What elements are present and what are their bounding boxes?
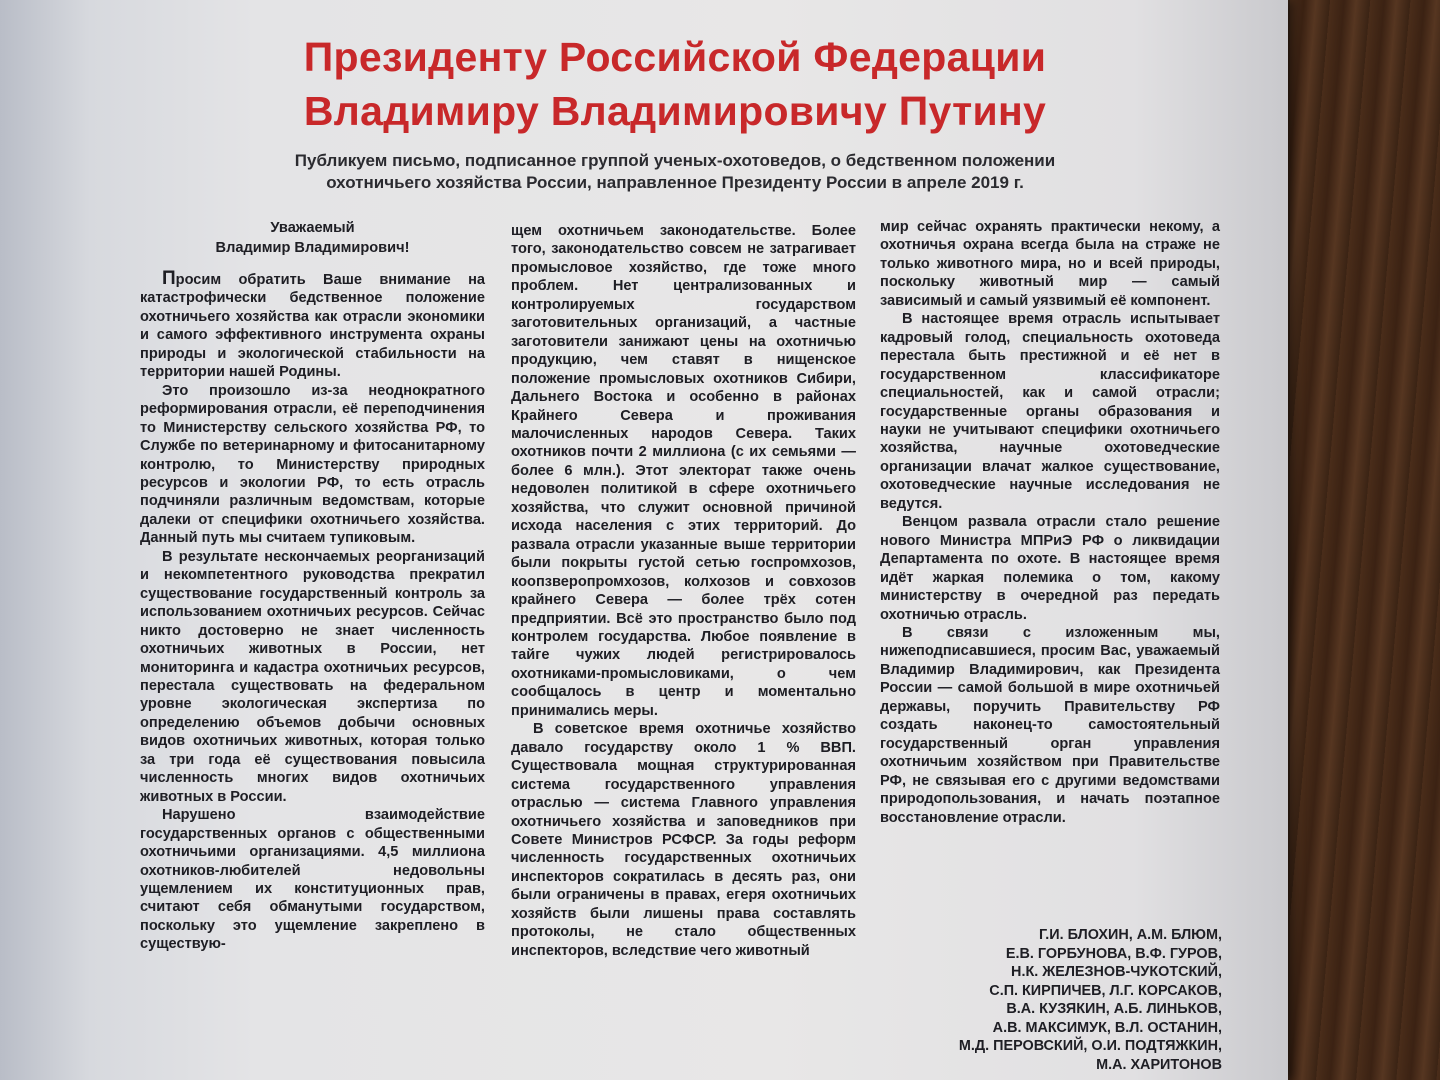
signature-line: А.В. МАКСИМУК, В.Л. ОСТАНИН, xyxy=(992,1019,1222,1036)
signature-line: Е.В. ГОРБУНОВА, В.Ф. ГУРОВ, xyxy=(1005,945,1222,962)
paragraph: В советское время охотничье хозяйство давало государству около 1 % ВВП. Существовала мощная структурированная система государственного управления отраслью — система Главного управления охотничьего хозяйства и заповедников при Совете Министров РСФСР. За годы реформ численность государственных охотничьих инспекторов сократилась в десять раз, они были ограничены в правах, егеря охотничьих хозяйств были лишены права составлять протоколы, не стало общественных инспекторов, вследствие чего животный xyxy=(511,721,856,959)
drop-cap: П xyxy=(162,268,176,289)
signatures-block xyxy=(900,926,1222,1074)
signature-line: Г.И. БЛОХИН, А.М. БЛЮМ, xyxy=(1038,927,1222,943)
signature-line: В.А. КУЗЯКИН, А.Б. ЛИНЬКОВ, xyxy=(1006,1001,1222,1017)
paragraph: В настоящее время отрасль испытывает кадровый голод, специальность охотоведа перестала быть престижной и её нет в государственном классификаторе специальностей, как и самой отрасли; государственные органы образования и науки не учитывают специфики охотничьего хозяйства, научные охотоведческие организации влачат жалкое существование, охотоведческие научные исследования не ведутся. xyxy=(880,311,1220,512)
paragraph: Нарушено взаимодействие государственных органов с общественными охотничьими организациями. 4,5 миллиона охотников-любителей недовольны ущемлением их конституционных прав, считают себя обманутыми государством, поскольку это ущемление закреплено в существую- xyxy=(140,807,485,953)
salutation-line-1: Уважаемый xyxy=(270,220,355,236)
paragraph: щем охотничьем законодательстве. Более того, законодательство совсем не затрагивает промысловое хозяйство, где тоже много проблем. Нет централизованных и контролируемых государством заготовительных организаций, а частные заготовители занижают цены на охотничью продукцию, чем ставят в нищенское положение промысловых охотников Сибири, Дальнего Востока и особенно в районах Крайнего Севера и проживания малочисленных народов Севера. Таких охотников почти 2 миллиона (с их семьями — более 6 млн.). Этот электорат также очень недоволен политикой в сфере охотничьего хозяйства, что служит основной причиной исхода населения с этих территорий. До развала отрасли указанные выше территории были покрыты густой сетью госпромхозов, коопзверопромхозов, колхозов и совхозов крайнего Севера — более трёх сотен предприятии. Всё это пространство было под контролем государства. Любое появление в тайге чужих людей регистрировалось охотниками-промысловиками, о чем сообщалось в центр и моментально принимались меры. xyxy=(511,223,856,719)
paragraph: В результате нескончаемых реорганизаций и некомпетентного руководства прекратил существование государственный контроль за использованием охотничьих ресурсов. Сейчас никто достоверно не знает численность охотничьих животных в России, нет мониторинга и кадастра охотничьих ресурсов, перестала существовать на федеральном уровне экологическая экспертиза по определению объемов добычи основных видов охотничьих животных, которая только за три года её существования повысила численность многих видов охотничьих животных в России. xyxy=(140,548,485,805)
article-header xyxy=(150,30,1200,194)
signature-line: С.П. КИРПИЧЕВ, Л.Г. КОРСАКОВ, xyxy=(989,982,1222,999)
paragraph: В связи с изложенным мы, нижеподписавшиеся, просим Вас, уважаемый Владимир Владимирович, как Президента России — самой большой в мире охотничьей державы, поручить Правительству РФ создать наконец-то самостоятельный государственный орган управления охотничьим хозяйством при Правительстве РФ, не связывая его с другими ведомствами природопользования, и начать поэтапное восстановление отрасли. xyxy=(880,624,1220,826)
signature-line: М.Д. ПЕРОВСКИЙ, О.И. ПОДТЯЖКИН, xyxy=(958,1038,1222,1054)
text-column-3 xyxy=(880,218,1220,827)
text-column-1 xyxy=(140,218,485,954)
headline-line-2: Владимиру Владимировичу Путину xyxy=(303,88,1047,134)
paragraph xyxy=(140,270,485,382)
paragraph: мир сейчас охранять практически некому, а охотничья охрана всегда была на страже не только животного мира, но и всей природы, поскольку животный мир — самый зависимый и самый уязвимый её компонент. xyxy=(880,219,1220,309)
headline-line-1: Президенту Российской Федерации xyxy=(303,34,1047,80)
paragraph-text: росим обратить Ваше внимание на катастрофически бедственное положение охотничьего хозяйства как отрасли экономики и самого эффективного инструмента охраны природы и экологической стабильности на территории нашей Родины. xyxy=(140,272,485,381)
salutation-line-2: Владимир Владимирович! xyxy=(215,240,410,256)
lead-line-1: Публикуем письмо, подписанное группой ученых-охотоведов, о бедственном положении xyxy=(294,151,1056,170)
lead-line-2: охотничьего хозяйства России, направленное Президенту России в апреле 2019 г. xyxy=(326,173,1024,192)
paragraph: Венцом развала отрасли стало решение нового Министра МПРиЭ РФ о ликвидации Департамента по охоте. В настоящее время идёт жаркая полемика о том, какому министерству в очередной раз передать охотничью отрасль. xyxy=(880,514,1220,623)
salutation xyxy=(140,218,485,258)
signature-line: М.А. ХАРИТОНОВ xyxy=(1096,1056,1222,1073)
wooden-table-background xyxy=(1290,0,1440,1080)
text-column-2 xyxy=(511,222,856,960)
article-lead xyxy=(150,150,1200,194)
paragraph: Это произошло из-за неоднократного реформирования отрасли, её переподчинения то Министерству сельского хозяйства РФ, то Службе по ветеринарному и фитосанитарному контролю, то Министерству природных ресурсов и экологии РФ, то есть отрасль подчиняли различным ведомствам, которые далеки от специфики охотничьего хозяйства. Данный путь мы считаем тупиковым. xyxy=(140,382,485,547)
signature-line: Н.К. ЖЕЛЕЗНОВ-ЧУКОТСКИЙ, xyxy=(1011,964,1222,980)
